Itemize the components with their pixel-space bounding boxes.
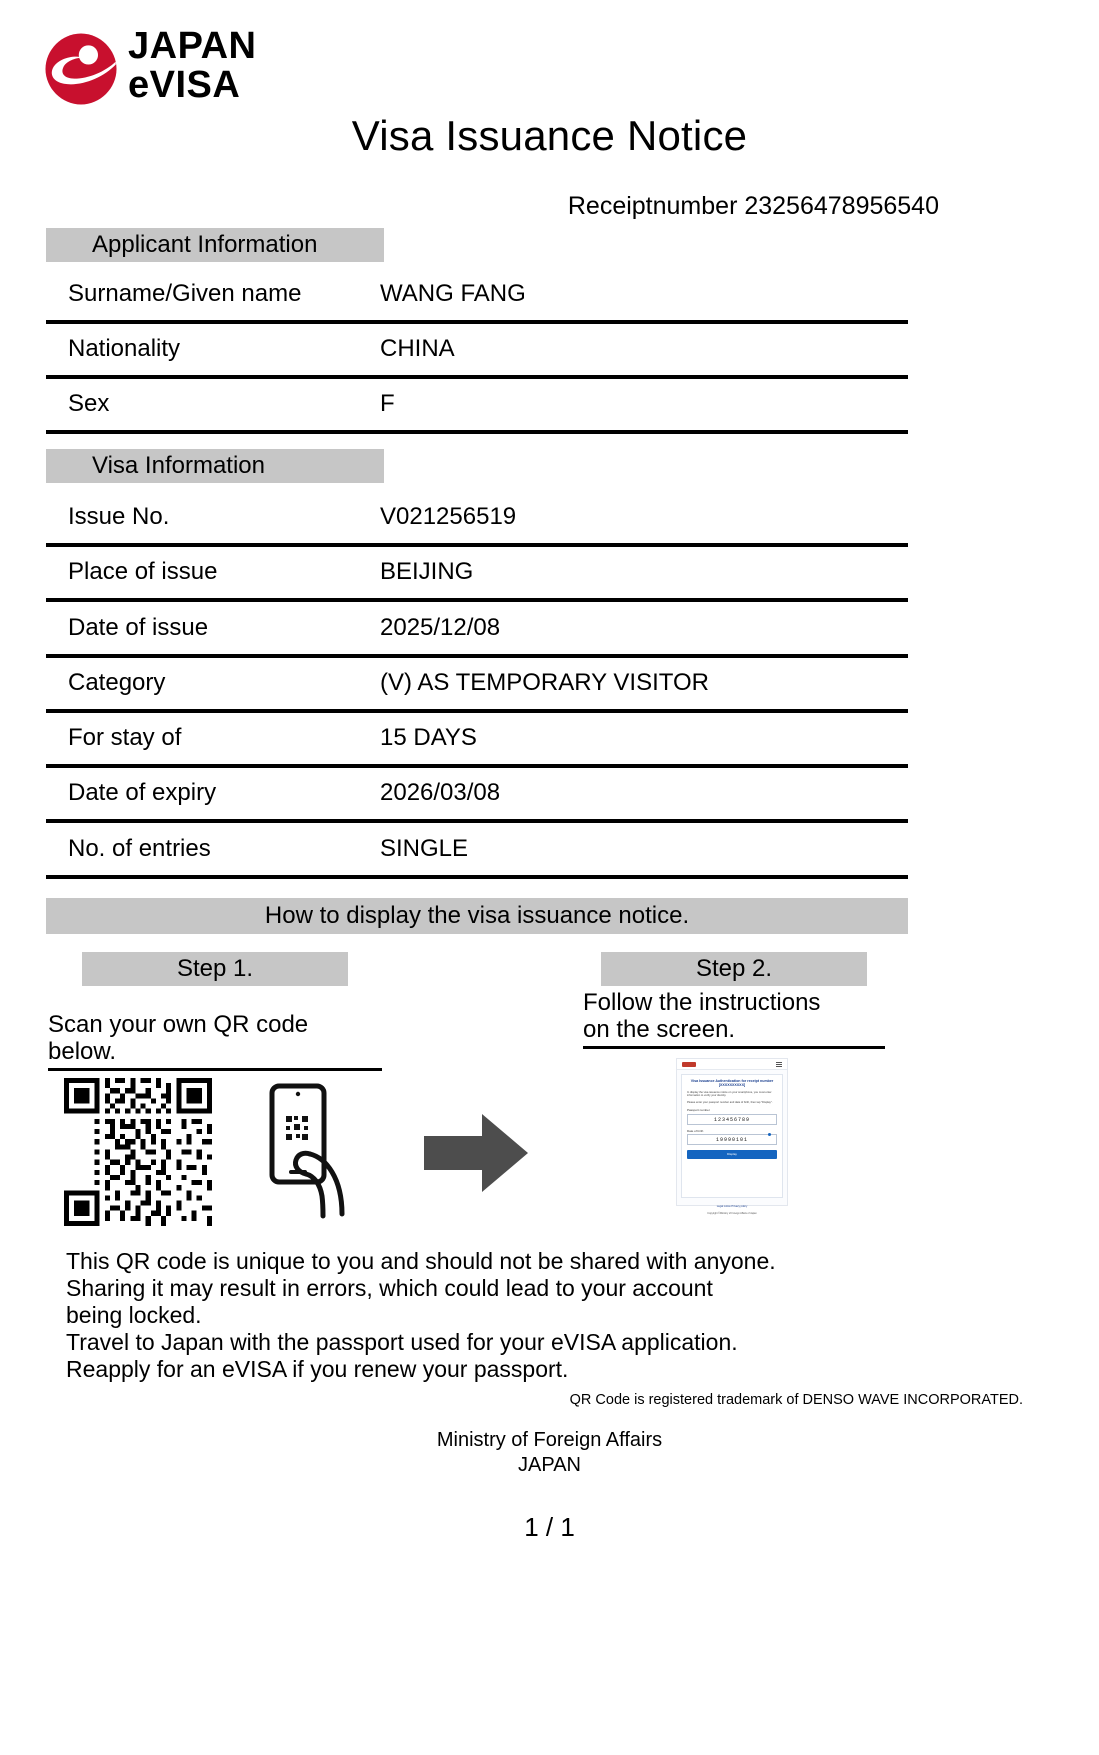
phone-passport-input[interactable]: 123456789: [687, 1114, 777, 1125]
row-value: CHINA: [380, 335, 455, 362]
phone-logo-icon: [682, 1062, 696, 1067]
japan-evisa-logo: [44, 22, 304, 114]
phone-form-title: Visa Issuance Authentication for receipt number [XXXXXXXXXX]: [690, 1079, 774, 1088]
phone-app-header: [677, 1059, 787, 1070]
page-number: 1 / 1: [524, 1512, 575, 1542]
how-to-display-heading: How to display the visa issuance notice.: [46, 898, 908, 934]
phone-display-button[interactable]: Display: [687, 1150, 777, 1159]
note-line-3: being locked.: [66, 1301, 202, 1328]
row-label: Place of issue: [68, 558, 218, 585]
applicant-information-heading: Applicant Information: [46, 228, 384, 262]
row-label: For stay of: [68, 724, 182, 751]
row-value: WANG FANG: [380, 280, 526, 307]
note-line-4: Travel to Japan with the passport used for your eVISA application.: [66, 1328, 738, 1355]
phone-screen-mockup: [676, 1058, 788, 1215]
row-label: Date of expiry: [68, 779, 217, 806]
row-value: 2025/12/08: [380, 614, 501, 641]
step-2-instruction-line-1: Follow the instructions: [583, 989, 821, 1016]
phone-form-paragraph-2: Please enter your passport number and date of birth, then tap "Display".: [687, 1100, 773, 1104]
row-value: SINGLE: [380, 835, 469, 862]
step-2-instruction-line-2: on the screen.: [583, 1015, 736, 1043]
row-label: Issue No.: [68, 503, 170, 530]
ministry-line-1: Ministry of Foreign Affairs: [436, 1429, 663, 1451]
step-2-instruction: [583, 990, 885, 1049]
phone-form-paragraph-1: In display the visa issuance notice on your smartphone, you must enter information to verify your identity.: [687, 1090, 772, 1098]
row-label: Date of issue: [68, 614, 209, 641]
row-value: F: [380, 390, 395, 417]
logo-wordmark: [128, 25, 257, 107]
table-row: [46, 386, 908, 434]
right-arrow-icon: [424, 1112, 528, 1194]
table-row: [46, 831, 908, 879]
trademark-notice: QR Code is registered trademark of DENSO WAVE INCORPORATED.: [569, 1392, 1023, 1408]
table-row: [46, 499, 908, 547]
table-row: [46, 554, 908, 602]
logo-line-1: JAPAN: [128, 25, 257, 67]
table-row: [46, 331, 908, 379]
step-1-instruction: Scan your own QR code below.: [48, 1012, 382, 1071]
note-line-1: This QR code is unique to you and should not be shared with anyone.: [66, 1248, 776, 1274]
page-title: Visa Issuance Notice: [351, 112, 748, 159]
row-label: No. of entries: [68, 835, 211, 862]
row-label: Sex: [68, 390, 110, 417]
step-1-label: Step 1.: [82, 952, 348, 986]
table-row: [46, 610, 908, 658]
row-label: Category: [68, 669, 166, 696]
visa-information-heading: Visa Information: [46, 449, 384, 483]
row-value: 15 DAYS: [380, 724, 477, 751]
step-2-label: Step 2.: [601, 952, 867, 986]
evisa-logo-mark-icon: [44, 32, 118, 106]
row-label: Nationality: [68, 335, 181, 362]
row-value: V021256519: [380, 503, 517, 530]
ministry-line-2: JAPAN: [518, 1454, 581, 1476]
phone-form-card: [681, 1074, 783, 1198]
receipt-number: Receiptnumber 23256478956540: [567, 192, 939, 220]
qr-code: [64, 1078, 212, 1226]
phone-dob-label: Date of birth: [687, 1128, 704, 1133]
phone-copyright: Copyright ©Ministry of Foreign Affairs of Japan: [707, 1212, 757, 1215]
logo-line-2: eVISA: [128, 64, 241, 107]
note-line-2: Sharing it may result in errors, which could lead to your account: [66, 1274, 713, 1301]
table-row: [46, 665, 908, 713]
note-line-5: Reapply for an eVISA if you renew your passport.: [66, 1355, 569, 1382]
table-row: [46, 775, 908, 823]
row-label: Surname/Given name: [68, 280, 302, 307]
table-row: [46, 720, 908, 768]
phone-passport-label: Passport number: [687, 1108, 710, 1113]
phone-dob-input[interactable]: 19990101: [687, 1134, 777, 1145]
hamburger-menu-icon[interactable]: [776, 1062, 782, 1067]
info-dot-icon: [768, 1133, 771, 1136]
ministry-footer: [0, 1428, 1099, 1478]
row-value: BEIJING: [380, 558, 474, 585]
table-row: [46, 276, 908, 324]
phone-scanning-qr-icon: [258, 1082, 354, 1222]
row-value: 2026/03/08: [380, 779, 501, 806]
row-value: (V) AS TEMPORARY VISITOR: [380, 669, 709, 696]
phone-footer-links[interactable]: Legal notice Privacy policy: [716, 1205, 748, 1208]
qr-usage-notes: [66, 1248, 926, 1383]
